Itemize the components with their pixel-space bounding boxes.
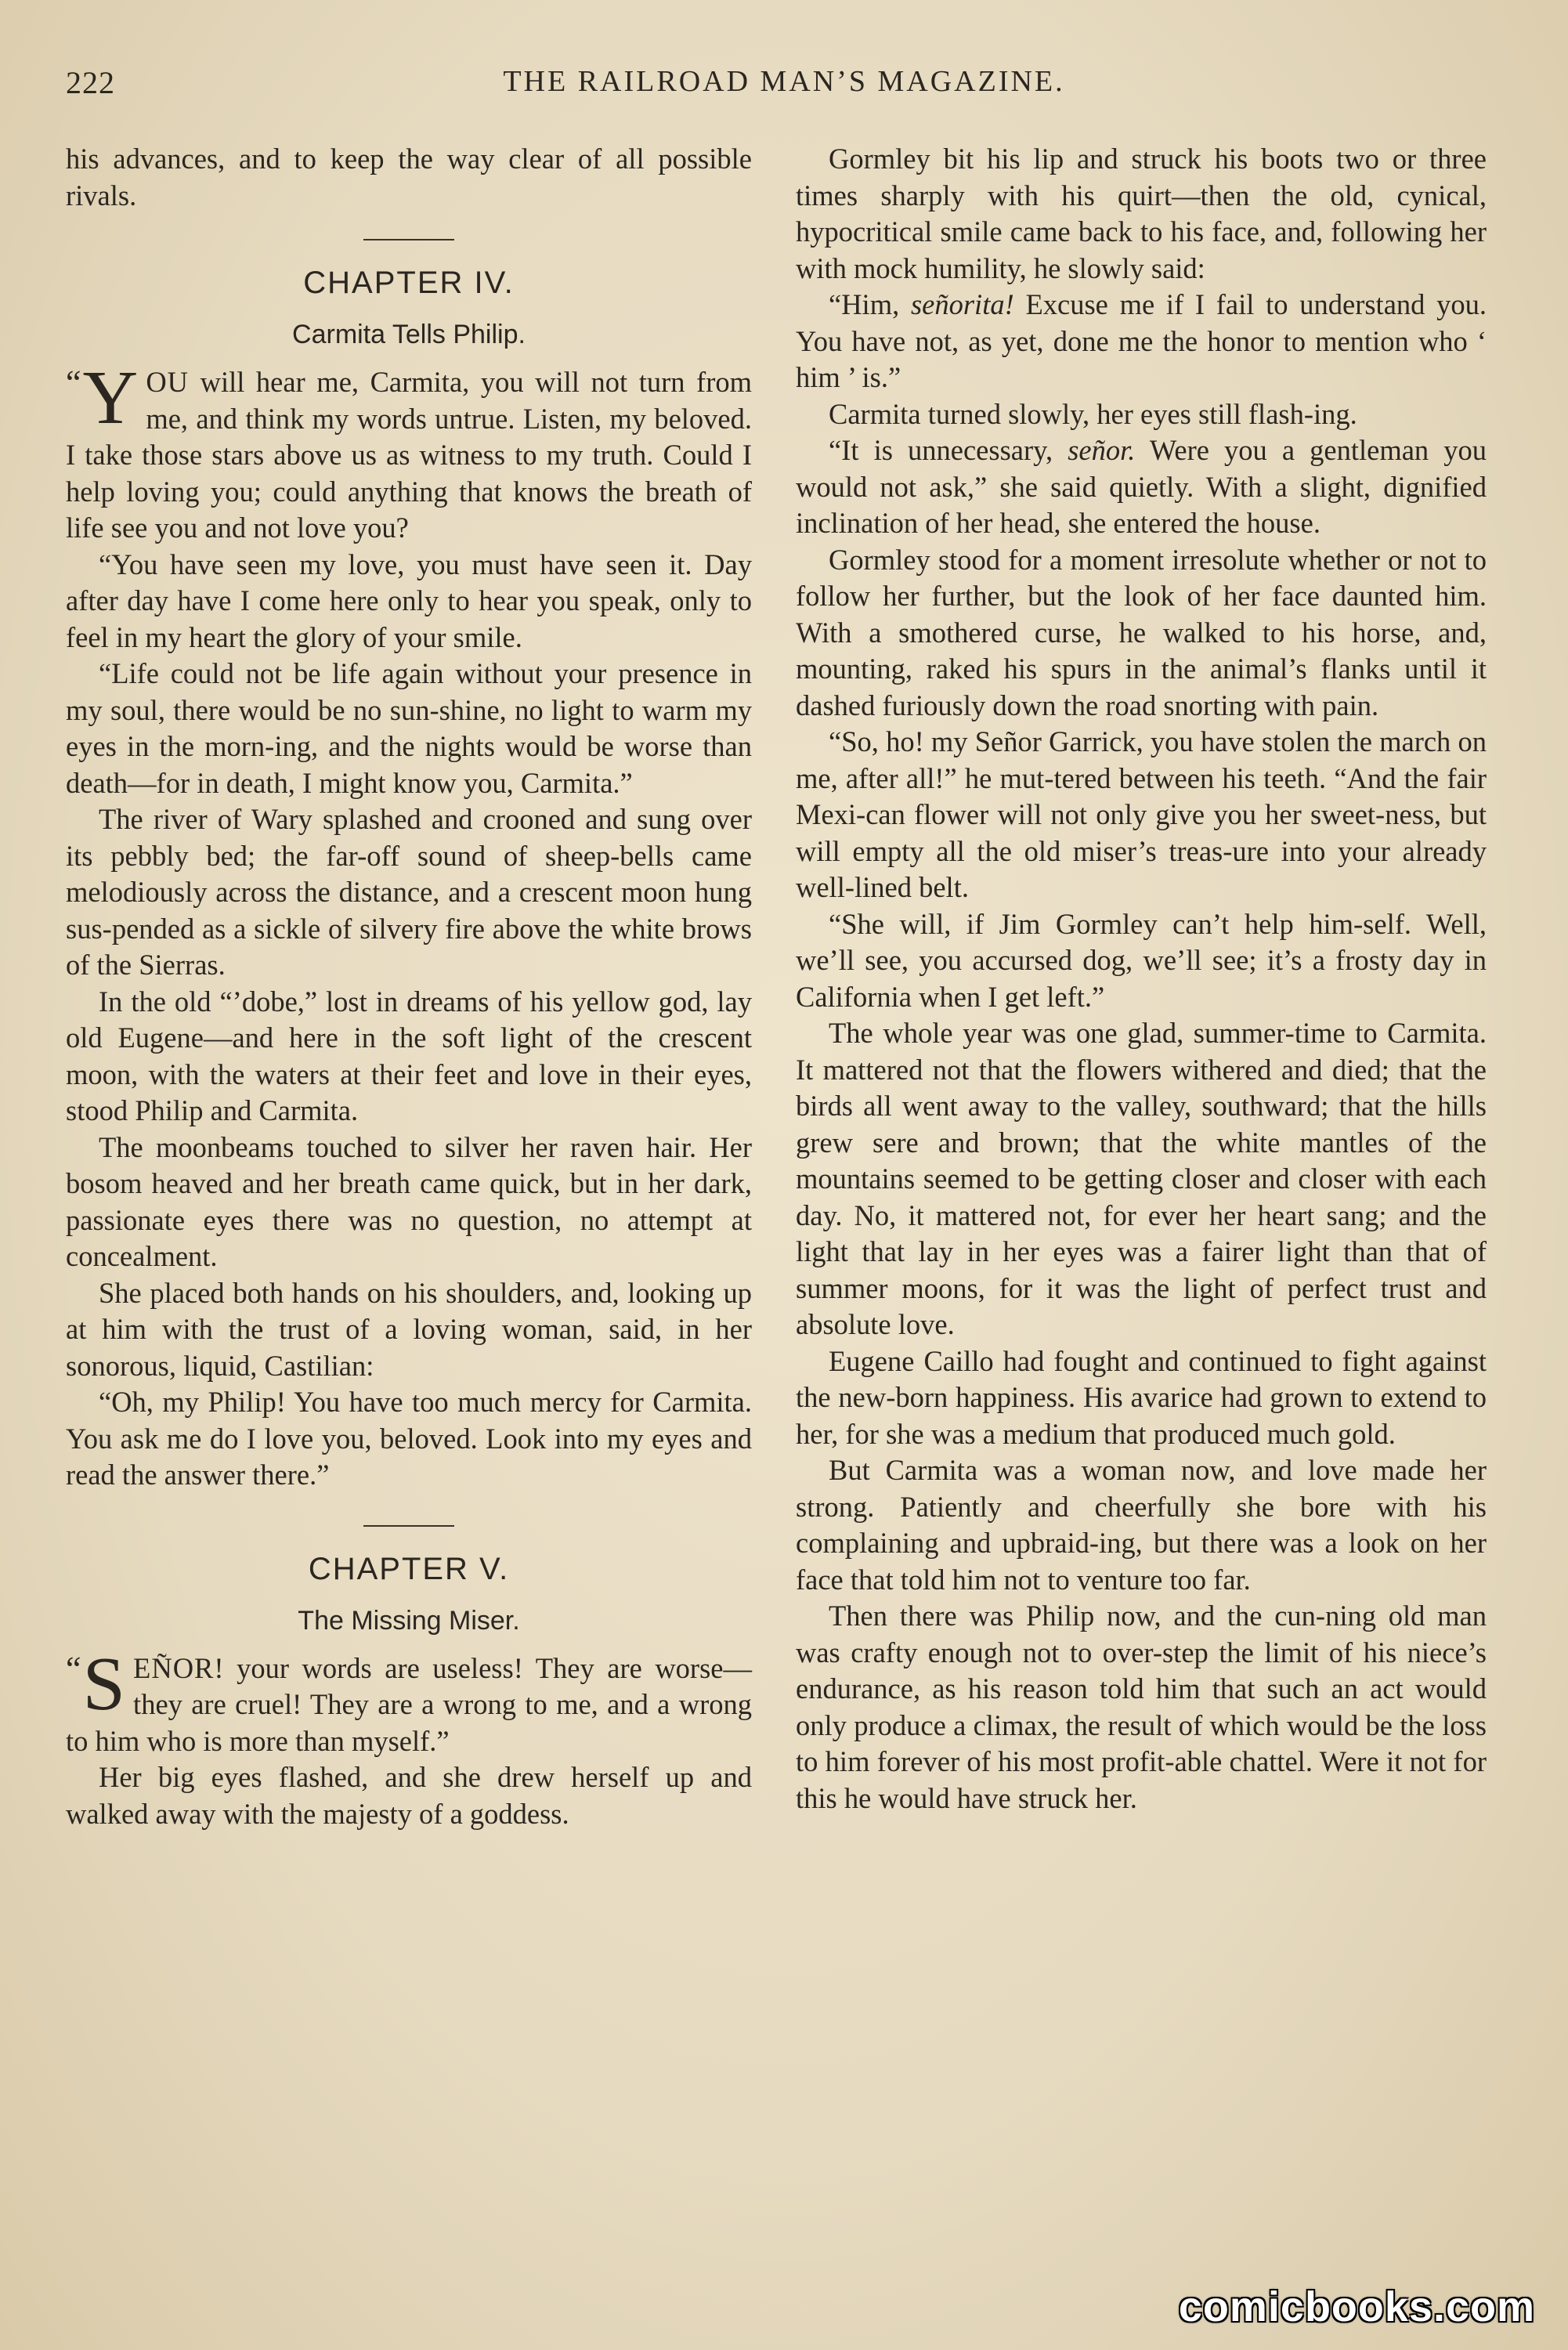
paragraph: But Carmita was a woman now, and love made her strong. Patiently and cheerfully she bore with his complaining and upbraid-ing, but there was a look on her face that told him not to venture too far. xyxy=(796,1454,1487,1596)
paragraph-text: will hear me, Carmita, you will not turn from me, and think my words untrue. Listen, my beloved. I take those stars above us as witness to my truth. Could I help loving you; could anything that knows the breath of life see you and not love you? xyxy=(66,366,752,544)
paragraph-text: Excuse me if I fail to understand you. You have not, as yet, done me the honor to mention who ‘ him ’ is.” xyxy=(796,288,1487,393)
paragraph: Her big eyes flashed, and she drew herself up and walked away with the majesty of a goddess. xyxy=(66,1761,752,1830)
paragraph-text: ! your words are useless! They are worse—they are cruel! They are a wrong to me, and a wrong to him who is more than myself.” xyxy=(66,1651,752,1757)
chapter-heading: CHAPTER IV. xyxy=(303,266,515,300)
paragraph: The river of Wary splashed and crooned and sung over its pebbly bed; the far-off sound of sheep-bells came melodiously across the distance, and a crescent moon hung sus-pended as a sickle of silvery fire above the white brows of the Sierras. xyxy=(66,803,752,981)
paragraph: In the old “’dobe,” lost in dreams of his yellow god, lay old Eugene—and here in the soft light of the crescent moon, with the waters at their feet and love in their eyes, stood Philip and Carmita. xyxy=(66,985,752,1126)
open-quote: “ xyxy=(66,1649,81,1688)
paragraph: “She will, if Jim Gormley can’t help him-self. Well, we’ll see, you accursed dog, we’ll see; it’s a frosty day in California when I get left.” xyxy=(796,907,1487,1013)
open-quote: “ xyxy=(66,363,81,402)
chapter-opening-paragraph xyxy=(66,356,752,547)
paragraph: The whole year was one glad, summer-time to Carmita. It mattered not that the flowers withered and died; that the birds all went away to the valley, southward; that the hills grew sere and brown; that the white mantles of the mountains seemed to be getting closer and closer with each day. No, it mattered not, for ever her heart sang; and the light that lay in her eyes was a fairer light than that of summer moons, for it was the light of perfect trust and absolute love. xyxy=(796,1017,1487,1340)
italic-word: señorita! xyxy=(910,288,1014,320)
drop-cap: Y xyxy=(82,356,139,440)
paragraph: his advances, and to keep the way clear of all possible rivals. xyxy=(66,143,752,212)
paragraph: “Life could not be life again without your presence in my soul, there would be no sun-shine, no light to warm my eyes in the morn-ing, and the nights would be worse than death—for in death, I might know you, Carmita.” xyxy=(66,657,752,799)
paragraph: Eugene Caillo had fought and continued to fight against the new-born happiness. His avarice had grown to extend to her, for she was a medium that produced much gold. xyxy=(796,1344,1487,1450)
paragraph: Gormley bit his lip and struck his boots two or three times sharply with his quirt—then the old, cynical, hypocritical smile came back to his face, and, following her with mock humility, he slowly said: xyxy=(796,143,1487,284)
paragraph-text: “It is unnecessary, xyxy=(829,434,1068,466)
left-column xyxy=(66,141,752,1832)
small-caps-word: OU xyxy=(146,366,190,398)
paragraph: Then there was Philip now, and the cun-ning old man was crafty enough not to over-step the limit of his niece’s endurance, as his reason told him that such an act would only produce a climax, the result of which would be the loss to him forever of his most profit-able chattel. Were it not for this he would have struck her. xyxy=(796,1600,1487,1814)
paragraph xyxy=(796,287,1487,396)
paragraph: Gormley stood for a moment irresolute whether or not to follow her further, but the look of her face daunted him. With a smothered curse, he walked to his horse, and, mounting, raked his spurs in the animal’s flanks until it dashed furiously down the road snorting with pain. xyxy=(796,543,1487,721)
paragraph-text: “Him, xyxy=(829,288,911,320)
paragraph: The moonbeams touched to silver her raven hair. Her bosom heaved and her breath came quick, but in her dark, passionate eyes there was no question, no attempt at concealment. xyxy=(66,1130,752,1272)
page-number: 222 xyxy=(66,65,115,100)
section-divider xyxy=(363,239,454,240)
paragraph: “So, ho! my Señor Garrick, you have stolen the march on me, after all!” he mut-tered between his teeth. “And the fair Mexi-can flower will not only give you her sweet-ness, but will empty all the old miser’s treas-ure into your already well-lined belt. xyxy=(796,725,1487,903)
chapter-heading: CHAPTER V. xyxy=(308,1551,510,1586)
chapter-opening-paragraph xyxy=(66,1641,752,1760)
paragraph: She placed both hands on his shoulders, and, looking up at him with the trust of a loving woman, said, in her sonorous, liquid, Castilian: xyxy=(66,1276,752,1382)
paragraph: “You have seen my love, you must have seen it. Day after day have I come here only to hear you speak, only to feel in my heart the glory of your smile. xyxy=(66,548,752,653)
paragraph-text: Were you a gentleman you would not ask,” she said quietly. With a slight, dignified inclination of her head, she entered the house. xyxy=(796,434,1487,539)
paragraph xyxy=(796,432,1487,542)
paragraph: “Oh, my Philip! You have too much mercy for Carmita. You ask me do I love you, beloved. Look into my eyes and read the answer there.” xyxy=(66,1386,752,1491)
running-head: THE RAILROAD MAN’S MAGAZINE. xyxy=(503,65,1065,98)
drop-cap: S xyxy=(82,1641,126,1726)
chapter-subtitle: Carmita Tells Philip. xyxy=(292,320,526,349)
section-divider xyxy=(363,1525,454,1527)
chapter-subtitle: The Missing Miser. xyxy=(298,1605,520,1636)
watermark-logo: comicbooks.com xyxy=(1178,2283,1535,2330)
small-caps-word: EÑOR xyxy=(133,1651,215,1684)
italic-word: señor. xyxy=(1068,434,1136,466)
paragraph: Carmita turned slowly, her eyes still flash-ing. xyxy=(829,397,1357,430)
right-column xyxy=(796,141,1487,1817)
